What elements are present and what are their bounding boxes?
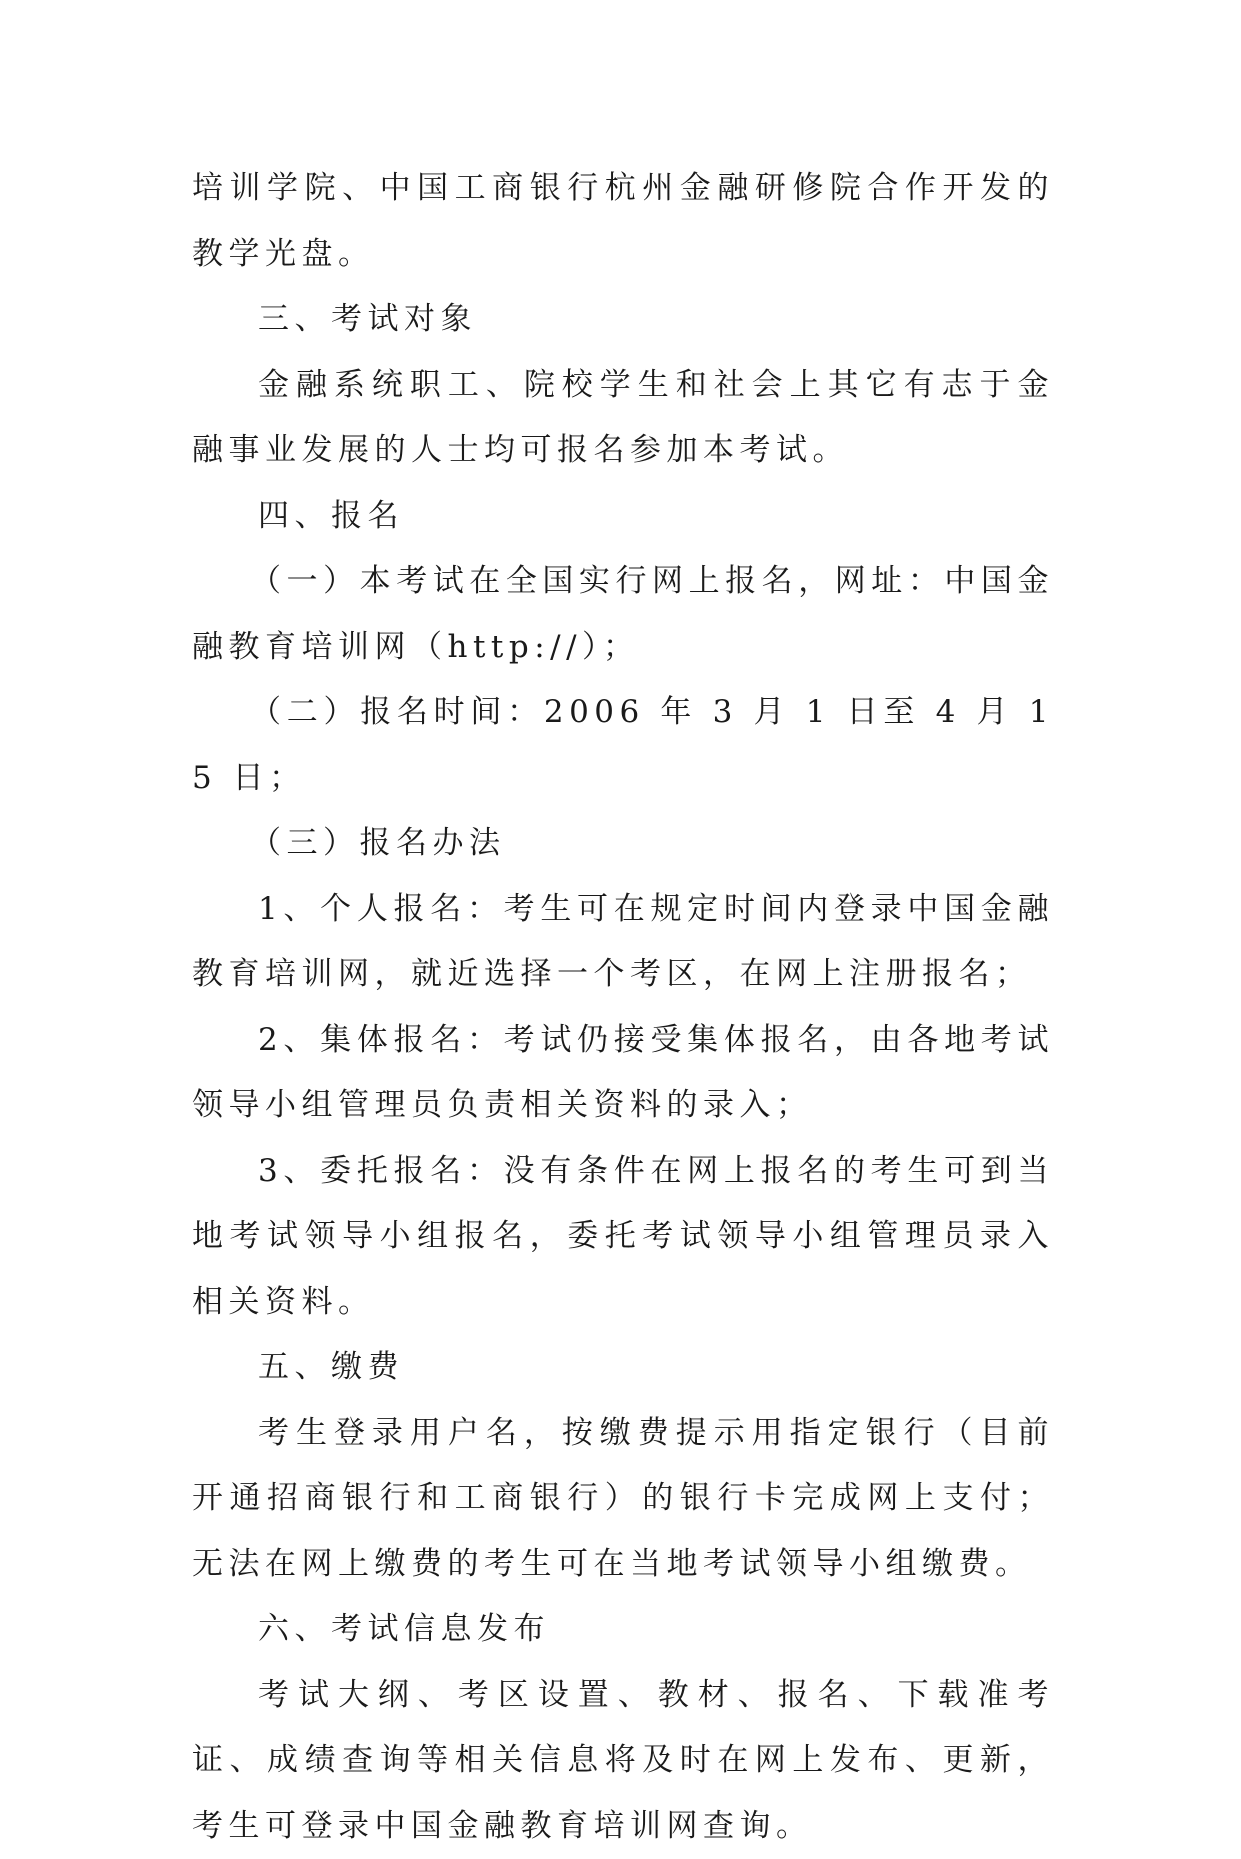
heading-exam-audience: 三、考试对象 (192, 287, 1054, 353)
paragraph-individual-registration: 1、个人报名：考生可在规定时间内登录中国金融教育培训网，就近选择一个考区，在网上注册报名； (192, 877, 1054, 1008)
heading-exam-info: 六、考试信息发布 (192, 1597, 1054, 1663)
document-body (192, 156, 1054, 1859)
paragraph-payment: 考生登录用户名，按缴费提示用指定银行（目前开通招商银行和工商银行）的银行卡完成网上支付；无法在网上缴费的考生可在当地考试领导小组缴费。 (192, 1401, 1054, 1598)
heading-registration-method: （三）报名办法 (192, 811, 1054, 877)
heading-payment: 五、缴费 (192, 1335, 1054, 1401)
paragraph-exam-info: 考试大纲、考区设置、教材、报名、下载准考证、成绩查询等相关信息将及时在网上发布、更新，考生可登录中国金融教育培训网查询。 (192, 1663, 1054, 1859)
heading-registration: 四、报名 (192, 484, 1054, 550)
paragraph-group-registration: 2、集体报名：考试仍接受集体报名，由各地考试领导小组管理员负责相关资料的录入； (192, 1008, 1054, 1139)
paragraph-exam-audience: 金融系统职工、院校学生和社会上其它有志于金融事业发展的人士均可报名参加本考试。 (192, 353, 1054, 484)
paragraph-continuation: 培训学院、中国工商银行杭州金融研修院合作开发的教学光盘。 (192, 156, 1054, 287)
paragraph-registration-online: （一）本考试在全国实行网上报名，网址：中国金融教育培训网（http://）； (192, 549, 1054, 680)
paragraph-registration-time: （二）报名时间：2006 年 3 月 1 日至 4 月 15 日； (192, 680, 1054, 811)
paragraph-delegated-registration: 3、委托报名：没有条件在网上报名的考生可到当地考试领导小组报名，委托考试领导小组管理员录入相关资料。 (192, 1139, 1054, 1336)
